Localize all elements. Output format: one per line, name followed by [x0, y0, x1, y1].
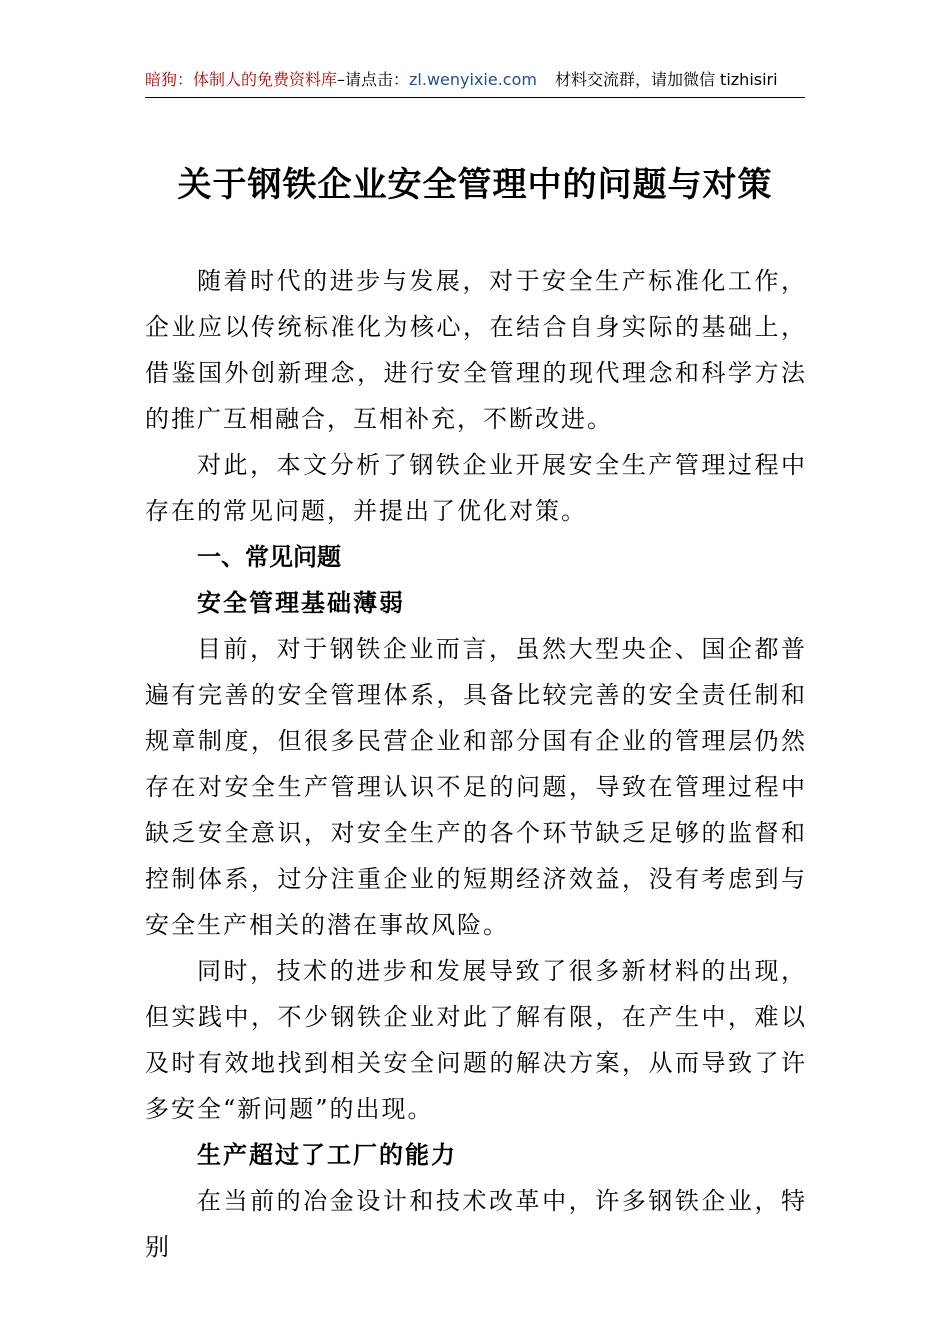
section-heading-common-problems: 一、常见问题 — [197, 543, 341, 571]
document-title: 关于钢铁企业安全管理中的问题与对策 — [177, 165, 773, 205]
paragraph-overcapacity: 在当前的冶金设计和技术改革中，许多钢铁企业，特别 — [145, 1187, 807, 1261]
paragraph-intro: 随着时代的进步与发展，对于安全生产标准化工作，企业应以传统标准化为核心，在结合自身实际的基础上，借鉴国外创新理念，进行安全管理的现代理念和科学方法的推广互相融合，互相补充，不断改进。 — [145, 267, 807, 433]
subheading-weak-foundation: 安全管理基础薄弱 — [197, 588, 405, 617]
site-name: 暗狗：体制人的免费资料库 — [145, 70, 338, 89]
document-body — [145, 258, 807, 1270]
contact-info: 材料交流群，请加微信 tizhisiri — [554, 70, 778, 89]
paragraph-new-problems: 同时，技术的进步和发展导致了很多新材料的出现，但实践中，不少钢铁企业对此了解有限，在产生中，难以及时有效地找到相关安全问题的解决方案，从而导致了许多安全“新问题”的出现。 — [145, 957, 807, 1123]
page-header — [145, 64, 805, 98]
site-url-link[interactable]: zl.wenyixie.com — [409, 70, 537, 89]
paragraph-weak-foundation: 目前，对于钢铁企业而言，虽然大型央企、国企都普遍有完善的安全管理体系，具备比较完善的安全责任制和规章制度，但很多民营企业和部分国有企业的管理层仍然存在对安全生产管理认识不足的问题，导致在管理过程中缺乏安全意识，对安全生产的各个环节缺乏足够的监督和控制体系，过分注重企业的短期经济效益，没有考虑到与安全生产相关的潜在事故风险。 — [145, 635, 807, 939]
subheading-overcapacity: 生产超过了工厂的能力 — [197, 1140, 457, 1169]
paragraph-purpose: 对此，本文分析了钢铁企业开展安全生产管理过程中存在的常见问题，并提出了优化对策。 — [145, 451, 807, 525]
click-prompt: –请点击： — [337, 70, 410, 89]
